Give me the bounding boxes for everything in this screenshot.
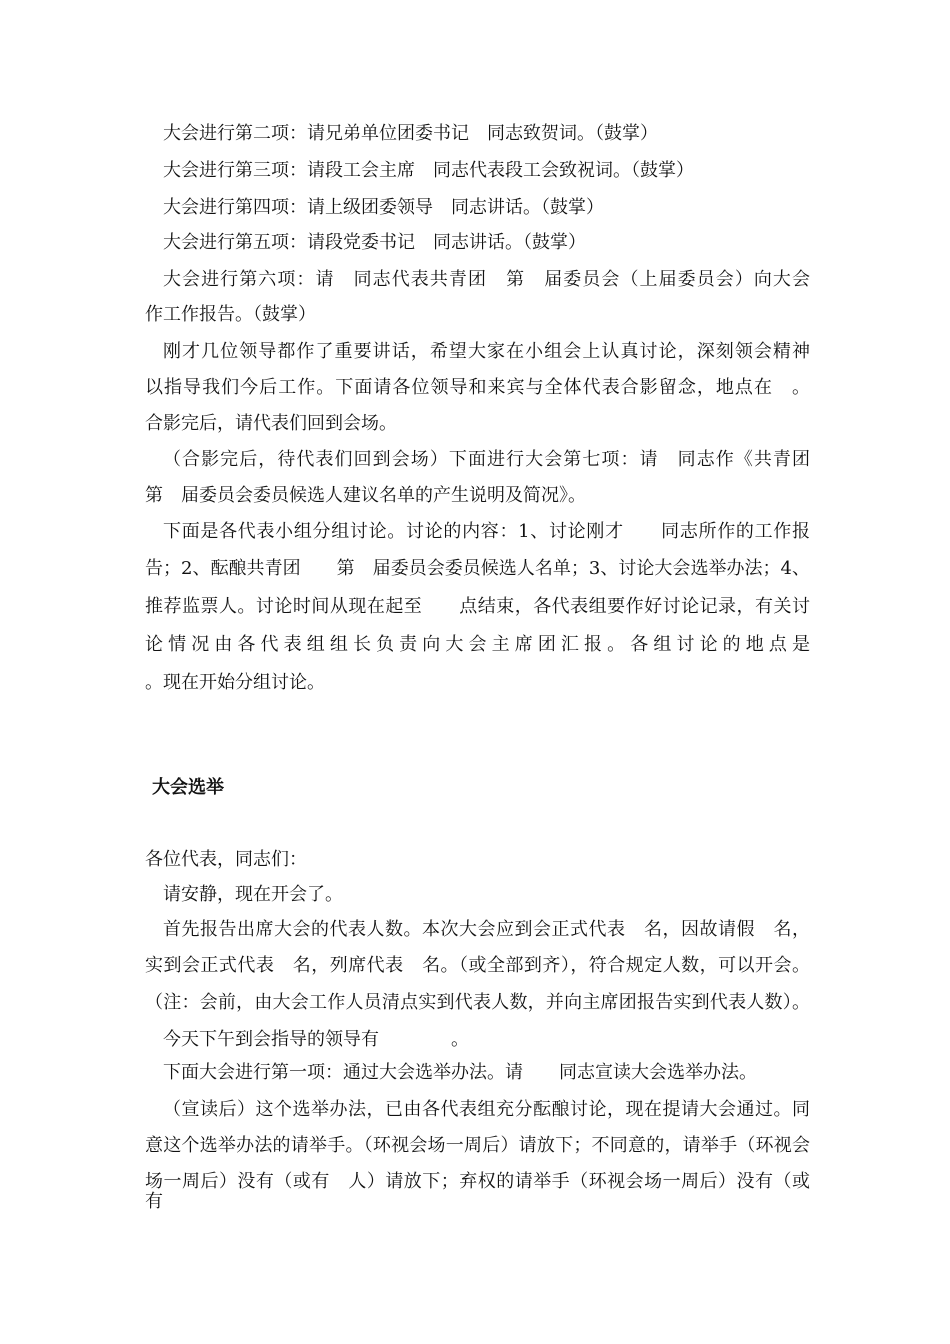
section-heading: 大会选举	[152, 777, 224, 798]
paragraph-line: 大会进行第六项：请 同志代表共青团 第 届委员会（上届委员会）向大会	[163, 269, 810, 290]
paragraph-line: 作工作报告。（鼓掌）	[145, 304, 316, 325]
paragraph-line: 大会进行第五项：请段党委书记 同志讲话。（鼓掌）	[163, 232, 586, 253]
paragraph-line: 合影完后，请代表们回到会场。	[145, 413, 397, 434]
paragraph-line: （宣读后）这个选举办法，已由各代表组充分酝酿讨论，现在提请大会通过。同	[163, 1099, 810, 1120]
paragraph-line: （合影完后，待代表们回到会场）下面进行大会第七项：请 同志作《共青团	[163, 449, 810, 470]
paragraph-line: 推荐监票人。讨论时间从现在起至 点结束，各代表组要作好讨论记录，有关讨	[145, 596, 810, 617]
paragraph-line: 。现在开始分组讨论。	[145, 672, 325, 693]
paragraph-line: 下面大会进行第一项：通过大会选举办法。请 同志宣读大会选举办法。	[163, 1062, 757, 1083]
paragraph-line: 各位代表，同志们：	[145, 849, 307, 870]
paragraph-line: 下面是各代表小组分组讨论。讨论的内容：1、讨论刚才 同志所作的工作报	[163, 521, 810, 542]
paragraph-line: 实到会正式代表 名，列席代表 名。（或全部到齐），符合规定人数，可以开会。	[145, 955, 810, 976]
paragraph-line: （注：会前，由大会工作人员清点实到代表人数，并向主席团报告实到代表人数）。	[145, 992, 810, 1013]
paragraph-line: 场一周后）没有（或有 人）请放下；弃权的请举手（环视会场一周后）没有（或有	[145, 1171, 810, 1212]
paragraph-line: 第 届委员会委员候选人建议名单的产生说明及简况》。	[145, 485, 586, 506]
paragraph-line: 意这个选举办法的请举手。（环视会场一周后）请放下；不同意的，请举手（环视会	[145, 1135, 810, 1156]
paragraph-line: 首先报告出席大会的代表人数。本次大会应到会正式代表 名，因故请假 名，	[163, 919, 810, 940]
paragraph-line: 以指导我们今后工作。下面请各位领导和来宾与全体代表合影留念，地点在 。	[145, 377, 810, 398]
paragraph-line: 大会进行第三项：请段工会主席 同志代表段工会致祝词。（鼓掌）	[163, 160, 694, 181]
paragraph-line: 论情况由各代表组组长负责向大会主席团汇报。各组讨论的地点是	[145, 634, 810, 655]
paragraph-line: 大会进行第二项：请兄弟单位团委书记 同志致贺词。（鼓掌）	[163, 123, 658, 144]
paragraph-line: 刚才几位领导都作了重要讲话，希望大家在小组会上认真讨论，深刻领会精神	[163, 341, 810, 362]
paragraph-line: 今天下午到会指导的领导有 。	[163, 1029, 469, 1050]
paragraph-line: 告；2、酝酿共青团 第 届委员会委员候选人名单；3、讨论大会选举办法；4、	[145, 558, 810, 579]
paragraph-line: 请安静，现在开会了。	[163, 884, 343, 905]
paragraph-line: 大会进行第四项：请上级团委领导 同志讲话。（鼓掌）	[163, 197, 604, 218]
